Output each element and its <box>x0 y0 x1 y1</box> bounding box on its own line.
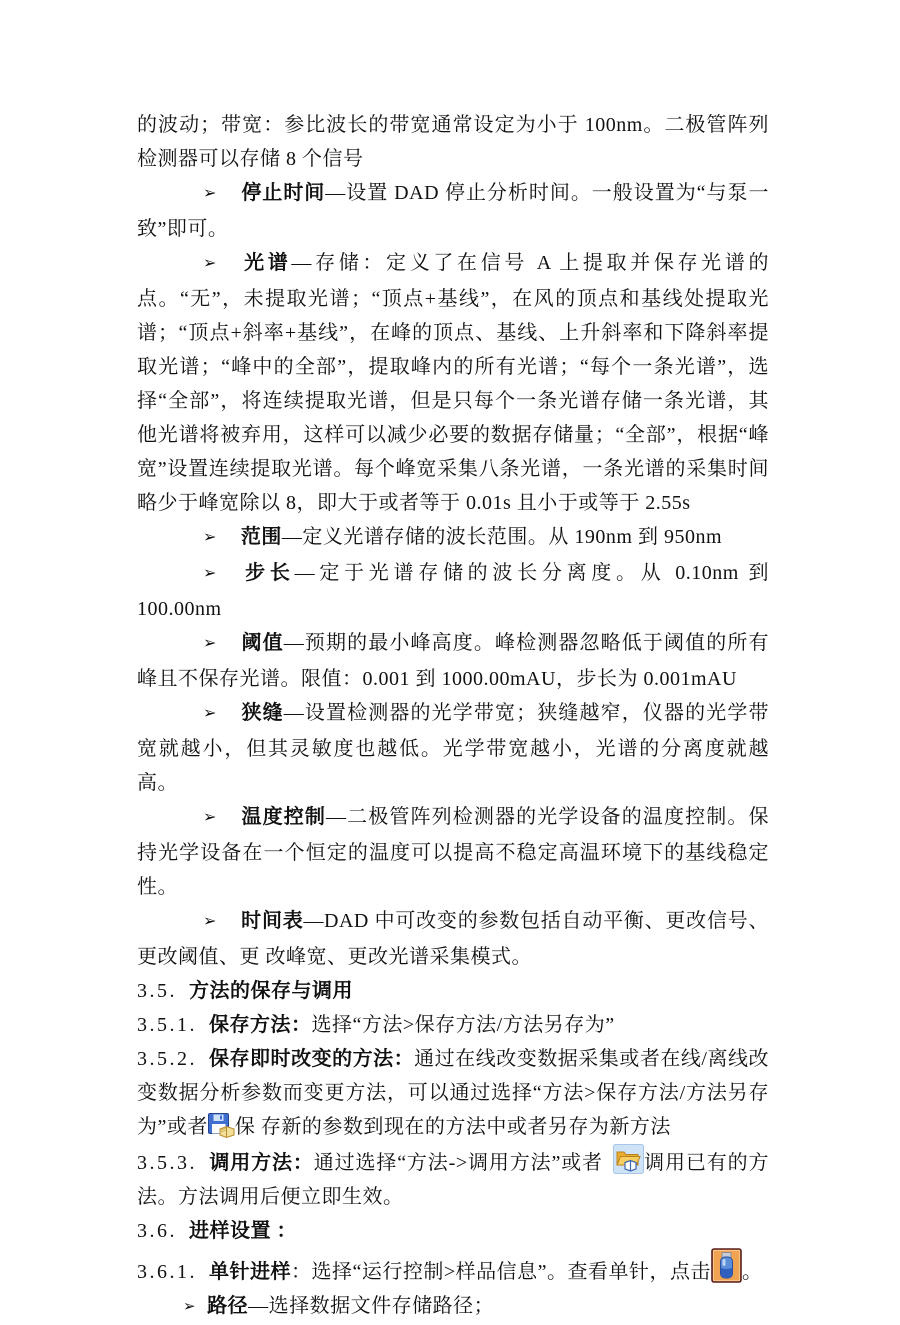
bullet-step-text: —定于光谱存储的波长分离度。从 0.10nm 到 100.00nm <box>137 562 770 620</box>
heading-3-6 <box>137 1214 769 1248</box>
bullet-threshold <box>137 626 769 696</box>
para-3-5-3-load-method-text: 调用已有的方法。方法调用后便立即生效。 <box>137 1152 770 1208</box>
heading-3-5 <box>137 974 769 1008</box>
para-3-5-3-load-method-text: 调用方法： <box>209 1152 314 1174</box>
bullet-stop-time-text: 停止时间 <box>240 182 326 204</box>
bullet-spectrum-text: 光谱 <box>240 252 292 274</box>
bullet-step <box>137 556 769 626</box>
bullet-threshold-text: —预期的最小峰高度。峰检测器忽略低于阈值的所有峰且不保存光谱。限值：0.001 到 1000.00mAU，步长为 0.001mAU <box>137 632 770 690</box>
bullet-timetable-text: 时间表 <box>240 910 304 932</box>
para-3-6-1-single-injection-text: 单针进样 <box>209 1261 291 1283</box>
para-3-5-1-save-method <box>137 1008 769 1042</box>
heading-3-5-text: 3.5. <box>137 980 177 1002</box>
bullet-slit-text: 狭缝 <box>240 702 284 724</box>
para-3-5-3-load-method-text: 3.5.3. <box>137 1152 197 1174</box>
bullet-spectrum <box>137 246 769 520</box>
bullet-path-text: —选择数据文件存储路径； <box>248 1295 495 1317</box>
bullet-range-text: —定义光谱存储的波长范围。从 190nm 到 950nm <box>281 526 723 548</box>
para-3-5-2-save-changed-method-text: 保 存新的参数到现在的方法中或者另存为新方法 <box>234 1116 671 1138</box>
para-3-5-3-load-method-text: 通过选择“方法->调用方法”或者 <box>313 1152 609 1174</box>
bullet-timetable <box>137 904 769 974</box>
para-3-5-1-save-method-text: 3.5.1. <box>137 1014 197 1036</box>
heading-3-5-text: 方法的保存与调用 <box>189 980 353 1002</box>
bullet-timetable-text: —DAD 中可改变的参数包括自动平衡、更改信号、更改阈值、更 改峰宽、更改光谱采集模式。 <box>137 910 769 968</box>
load-method-icon <box>613 1144 644 1174</box>
bullet-step-text: 步长 <box>240 562 295 584</box>
para-3-5-3-load-method <box>137 1144 769 1214</box>
heading-3-6-text: 3.6. <box>137 1220 177 1242</box>
bullet-range <box>137 520 769 556</box>
para-3-6-1-single-injection <box>137 1248 769 1289</box>
bullet-spectrum-text: ➢ <box>203 255 217 272</box>
document-content <box>137 108 769 1325</box>
para-3-6-1-single-injection-text: ：选择“运行控制>样品信息”。查看单针，点击 <box>291 1261 712 1283</box>
para-3-5-1-save-method-text: 选择“方法>保存方法/方法另存为” <box>311 1014 615 1036</box>
bullet-range-text: 范围 <box>240 526 282 548</box>
sample-vial-icon <box>711 1248 742 1283</box>
bullet-temperature-control-text: 温度控制 <box>240 806 327 828</box>
bullet-stop-time <box>137 176 769 246</box>
bullet-temperature-control-text: ➢ <box>203 809 217 826</box>
bullet-path <box>137 1289 769 1325</box>
para-3-5-2-save-changed-method <box>137 1042 769 1144</box>
heading-3-6-text: 进样设置 ： <box>189 1220 297 1242</box>
para-bandwidth-continuation-text: 的波动；带宽：参比波长的带宽通常设定为小于 100nm。二极管阵列检测器可以存储 8 个信号 <box>137 114 769 170</box>
bullet-stop-time-text: —设置 DAD 停止分析时间。一般设置为“与泵一致”即可。 <box>137 182 769 240</box>
bullet-slit-text: ➢ <box>203 705 217 722</box>
para-3-5-1-save-method-text: 保存方法： <box>209 1014 312 1036</box>
save-method-icon <box>208 1113 235 1138</box>
para-3-5-2-save-changed-method-text: 保存即时改变的方法： <box>209 1048 415 1070</box>
para-3-6-1-single-injection-text: 3.6.1. <box>137 1261 197 1283</box>
bullet-range-text: ➢ <box>203 529 217 546</box>
bullet-temperature-control <box>137 800 769 904</box>
bullet-threshold-text: 阈值 <box>240 632 284 654</box>
bullet-path-text: ➢ <box>183 1299 197 1315</box>
para-3-5-2-save-changed-method-text: 3.5.2. <box>137 1048 197 1070</box>
bullet-step-text: ➢ <box>203 565 217 582</box>
bullet-timetable-text: ➢ <box>203 913 217 930</box>
bullet-path-text: 路径 <box>207 1295 249 1317</box>
bullet-slit <box>137 696 769 800</box>
para-3-6-1-single-injection-text: 。 <box>742 1261 763 1283</box>
para-bandwidth-continuation <box>137 108 769 176</box>
bullet-slit-text: —设置检测器的光学带宽；狭缝越窄，仪器的光学带宽就越小，但其灵敏度也越低。光学带宽越小，光谱的分离度就越高。 <box>137 702 770 794</box>
bullet-threshold-text: ➢ <box>203 635 217 652</box>
para-3-5-2-save-changed-method-text: 通过在线改变数据采集或者在线/离线改变数据分析参数而变更方法，可以通过选择“方法>保存方法/方法另存为”或者 <box>137 1048 769 1138</box>
bullet-temperature-control-text: —二极管阵列检测器的光学设备的温度控制。保持光学设备在一个恒定的温度可以提高不稳定高温环境下的基线稳定性。 <box>137 806 770 898</box>
bullet-spectrum-text: —存储：定义了在信号 A 上提取并保存光谱的点。“无”，未提取光谱；“顶点+基线”，在风的顶点和基线处提取光谱；“顶点+斜率+基线”，在峰的顶点、基线、上升斜率和下降斜率提取光谱；“峰中的全部”，提取峰内的所有光谱；“每个一条光谱”，选择“全部”，将连续提取光谱，但是只每个一条光谱存储一条光谱，其他光谱将被弃用，这样可以减少必要的数据存储量；“全部”，根据“峰宽”设置连续提取光谱。每个峰宽采集八条光谱，一条光谱的采集时间略少于峰宽除以 8，即大于或者等于 0.01s 且小于或等于 2.55s <box>137 252 770 514</box>
bullet-stop-time-text: ➢ <box>203 185 217 202</box>
